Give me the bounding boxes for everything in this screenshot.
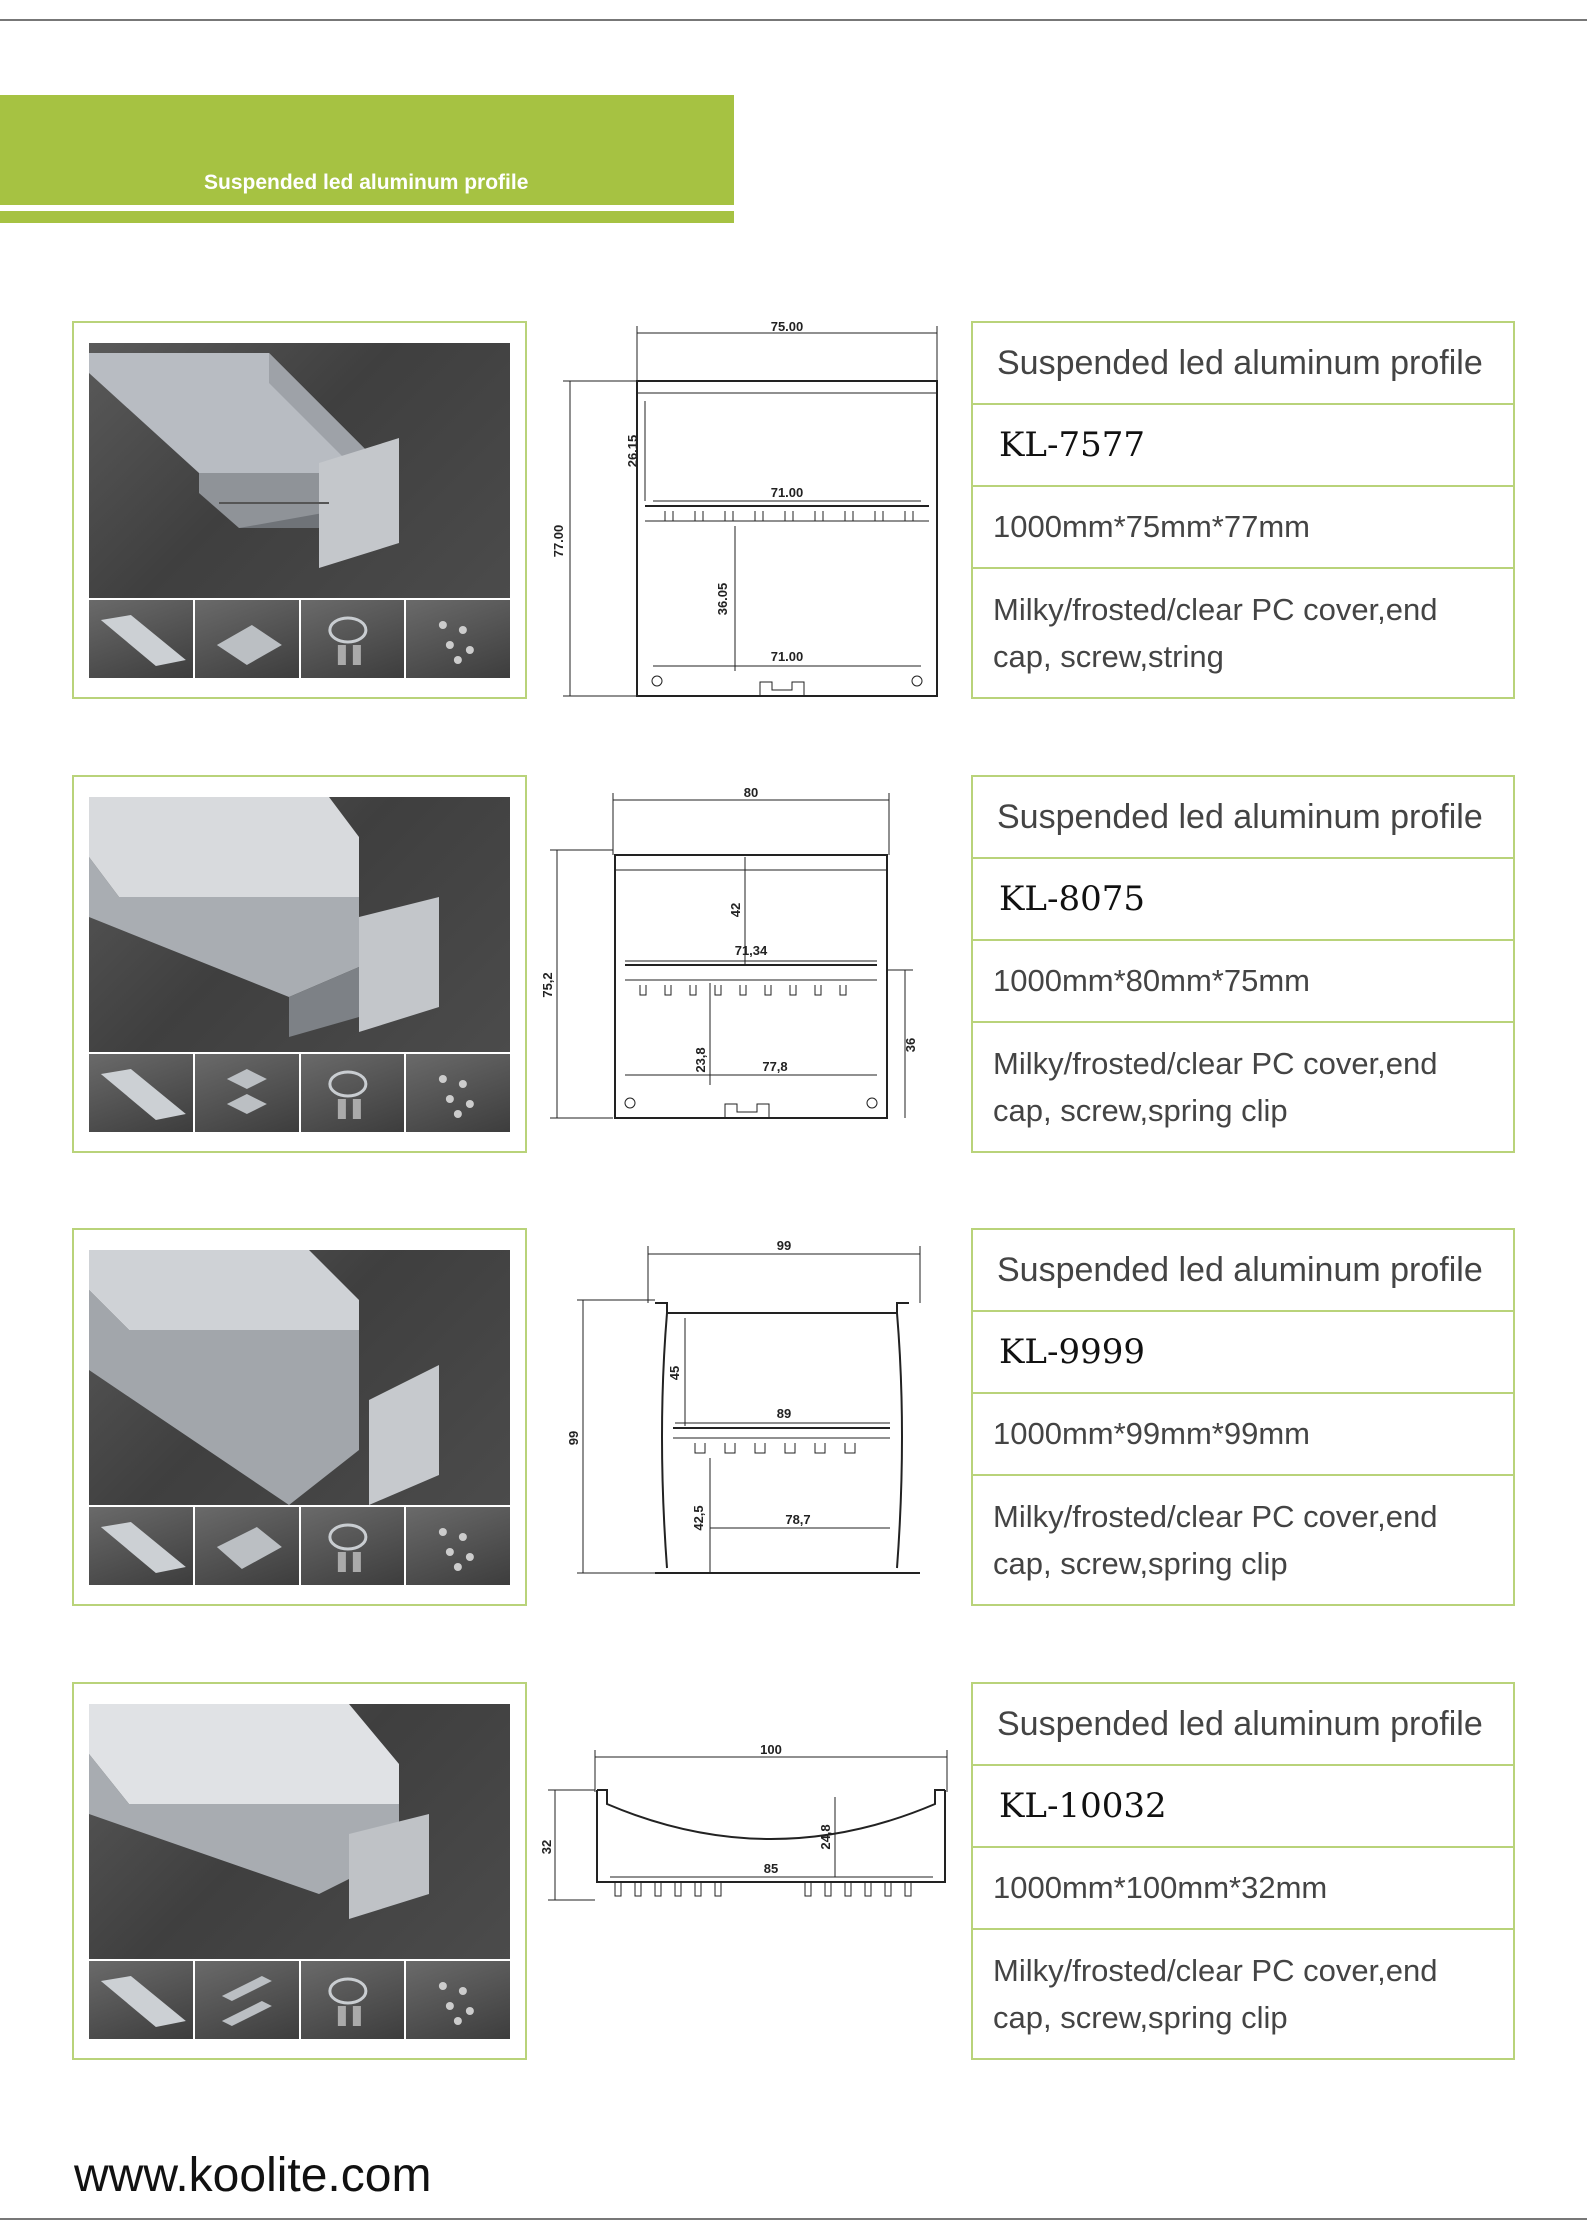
product-size: 1000mm*75mm*77mm [973, 487, 1513, 569]
product-photo [89, 1704, 510, 1959]
product-card [0, 1682, 1587, 2060]
product-title: Suspended led aluminum profile [973, 323, 1513, 405]
accessory-thumbnails [89, 1961, 510, 2039]
technical-drawing [545, 321, 965, 699]
thumb-screws [406, 1507, 510, 1585]
dim-label: 99 [566, 1430, 581, 1446]
website-url[interactable]: www.koolite.com [74, 2149, 432, 2202]
thumb-screws [406, 1961, 510, 2039]
thumb-pc-cover [89, 1507, 193, 1585]
thumb-screws [406, 600, 510, 678]
dim-label: 85 [763, 1861, 779, 1876]
banner-underline [0, 211, 734, 223]
dim-label: 36.05 [715, 582, 730, 616]
dim-label: 45 [667, 1365, 682, 1381]
thumb-pc-cover [89, 600, 193, 678]
dim-label: 77.00 [551, 524, 566, 558]
product-photo-frame [72, 775, 527, 1153]
dim-label: 42,5 [691, 1505, 706, 1531]
thumb-string [301, 600, 405, 678]
dim-label: 78,7 [785, 1512, 811, 1527]
dim-label: 99 [776, 1238, 792, 1253]
dim-label: 36 [903, 1037, 918, 1053]
model-number: KL-8075 [973, 859, 1513, 941]
accessory-thumbnails [89, 600, 510, 678]
product-size: 1000mm*99mm*99mm [973, 1394, 1513, 1476]
thumb-string [301, 1961, 405, 2039]
accessory-thumbnails [89, 1507, 510, 1585]
spec-table [971, 321, 1515, 699]
dim-label: 77,8 [762, 1059, 788, 1074]
product-accessories: Milky/frosted/clear PC cover,end cap, screw,spring clip [993, 1499, 1438, 1581]
dim-label: 23,8 [693, 1047, 708, 1073]
model-number: KL-10032 [973, 1766, 1513, 1848]
spec-table [971, 1228, 1515, 1606]
product-accessories: Milky/frosted/clear PC cover,end cap, screw,spring clip [993, 1953, 1438, 2035]
technical-drawing [545, 1228, 965, 1606]
product-accessories: Milky/frosted/clear PC cover,end cap, screw,string [993, 592, 1438, 674]
dim-label: 75,2 [540, 972, 555, 998]
product-size: 1000mm*80mm*75mm [973, 941, 1513, 1023]
thumb-string [301, 1054, 405, 1132]
dim-label: 24,8 [818, 1824, 833, 1850]
product-accessories: Milky/frosted/clear PC cover,end cap, screw,spring clip [993, 1046, 1438, 1128]
product-card [0, 321, 1587, 699]
thumb-end-cap [195, 1507, 299, 1585]
product-title: Suspended led aluminum profile [973, 1684, 1513, 1766]
model-number: KL-7577 [973, 405, 1513, 487]
product-photo-frame [72, 321, 527, 699]
accessory-thumbnails [89, 1054, 510, 1132]
technical-drawing [540, 775, 965, 1153]
dim-label: 71.00 [770, 649, 804, 664]
bottom-rule [0, 2218, 1587, 2220]
dim-label: 71.00 [770, 485, 804, 500]
product-size: 1000mm*100mm*32mm [973, 1848, 1513, 1930]
dim-label: 100 [760, 1742, 782, 1757]
dim-label: 32 [539, 1839, 554, 1855]
thumb-end-cap [195, 1961, 299, 2039]
dim-label: 75.00 [770, 319, 804, 334]
spec-table [971, 1682, 1515, 2060]
technical-drawing [539, 1682, 965, 2060]
banner-title: Suspended led aluminum profile [204, 171, 529, 194]
thumb-end-cap [195, 600, 299, 678]
dim-label: 42 [728, 902, 743, 918]
thumb-string [301, 1507, 405, 1585]
dim-label: 26.15 [625, 434, 640, 468]
model-number: KL-9999 [973, 1312, 1513, 1394]
thumb-pc-cover [89, 1961, 193, 2039]
top-rule [0, 19, 1587, 21]
product-card [0, 1228, 1587, 1606]
product-title: Suspended led aluminum profile [973, 777, 1513, 859]
product-card [0, 775, 1587, 1153]
thumb-end-cap [195, 1054, 299, 1132]
dim-label: 80 [743, 785, 759, 800]
product-title: Suspended led aluminum profile [973, 1230, 1513, 1312]
product-photo [89, 1250, 510, 1505]
thumb-pc-cover [89, 1054, 193, 1132]
product-photo [89, 797, 510, 1052]
dim-label: 71,34 [734, 943, 768, 958]
dim-label: 89 [776, 1406, 792, 1421]
product-photo [89, 343, 510, 598]
thumb-screws [406, 1054, 510, 1132]
product-photo-frame [72, 1682, 527, 2060]
product-photo-frame [72, 1228, 527, 1606]
spec-table [971, 775, 1515, 1153]
